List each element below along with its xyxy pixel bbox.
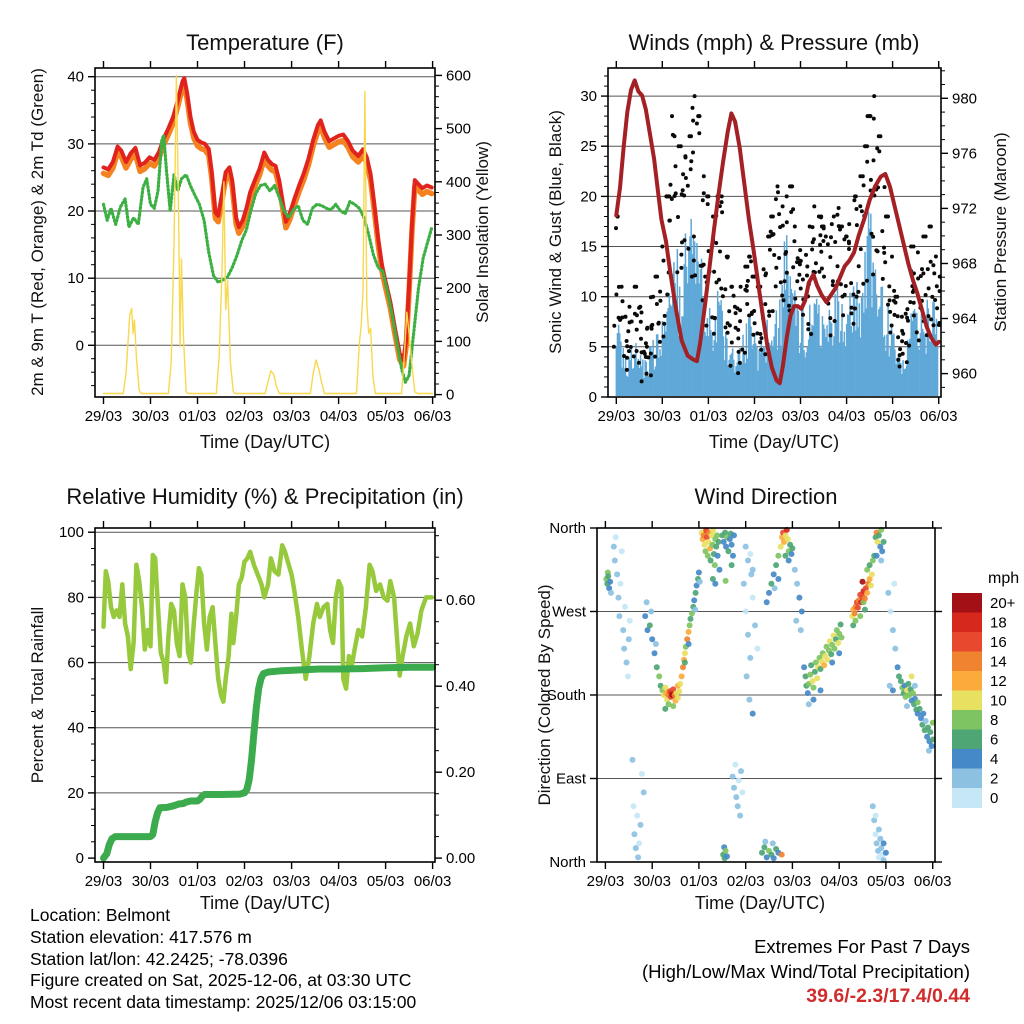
svg-text:01/03: 01/03 [178,408,217,425]
svg-text:16: 16 [990,633,1007,651]
winds-xlabel: Time (Day/UTC) [708,432,840,452]
svg-text:04/03: 04/03 [820,873,858,890]
svg-text:500: 500 [446,120,472,138]
svg-text:02/03: 02/03 [735,408,774,425]
extremes-values: 39.6/-2.3/17.4/0.44 [806,985,970,1007]
svg-text:03/03: 03/03 [781,408,820,425]
svg-text:02/03: 02/03 [225,873,264,890]
temperature-title: Temperature (F) [186,30,344,55]
temperature-plot [0,0,512,470]
svg-text:30/03: 30/03 [131,873,170,890]
svg-text:40: 40 [67,68,84,86]
svg-text:West: West [552,603,586,621]
svg-text:East: East [555,770,586,788]
svg-text:01/03: 01/03 [689,408,728,425]
svg-text:18: 18 [990,614,1007,632]
humidity-ylabel-left: Percent & Total Rainfall [28,606,47,784]
svg-text:South: South [546,687,586,704]
svg-text:960: 960 [952,365,978,383]
svg-text:0: 0 [990,789,999,807]
svg-text:30/03: 30/03 [131,408,170,425]
svg-text:North: North [549,520,586,537]
pressure-ylabel-right: Station Pressure (Maroon) [991,132,1010,332]
svg-text:05/03: 05/03 [873,408,912,425]
svg-text:12: 12 [990,672,1007,690]
extremes-subtitle: (High/Low/Max Wind/Total Precipitation) [642,961,970,982]
svg-text:0: 0 [75,337,84,355]
svg-text:400: 400 [446,173,472,191]
svg-text:03/03: 03/03 [773,873,812,890]
svg-text:0.40: 0.40 [446,678,476,696]
svg-text:100: 100 [58,524,84,542]
svg-text:25: 25 [580,138,597,156]
svg-text:20: 20 [580,188,597,206]
svg-text:80: 80 [67,589,84,607]
humidity-xlabel: Time (Day/UTC) [199,893,331,913]
svg-text:29/03: 29/03 [84,408,123,425]
humidity-precip-plot [0,470,512,910]
svg-text:10: 10 [67,270,84,288]
extremes-title: Extremes For Past 7 Days [754,936,970,957]
svg-text:04/03: 04/03 [827,408,866,425]
svg-text:0: 0 [588,389,597,406]
station-info [30,905,416,1014]
most-recent-timestamp: Most recent data timestamp: 2025/12/06 03:15:00 [30,992,417,1013]
direction-ylabel-left: Direction (Colored By Speed) [535,584,554,806]
svg-text:06/03: 06/03 [913,873,952,890]
svg-text:14: 14 [990,653,1007,671]
svg-text:0.20: 0.20 [446,764,476,782]
svg-text:06/03: 06/03 [413,873,452,890]
winds-pressure-plot [512,0,1024,470]
figure-created: Figure created on Sat, 2025-12-06, at 03:30 UTC [30,970,412,991]
svg-text:North: North [549,854,586,871]
svg-text:968: 968 [952,255,978,273]
svg-text:05/03: 05/03 [366,873,405,890]
svg-text:02/03: 02/03 [726,873,765,890]
svg-text:6: 6 [990,731,999,749]
svg-text:30: 30 [580,88,597,106]
svg-text:20+: 20+ [990,594,1016,612]
winds-pressure-title: Winds (mph) & Pressure (mb) [628,30,920,55]
svg-text:980: 980 [952,90,978,108]
svg-text:15: 15 [580,238,597,256]
svg-text:03/03: 03/03 [272,873,311,890]
svg-text:01/03: 01/03 [680,873,718,890]
svg-text:06/03: 06/03 [413,408,452,425]
svg-text:02/03: 02/03 [225,408,264,425]
svg-text:0: 0 [75,850,84,868]
svg-text:04/03: 04/03 [319,873,358,890]
wind-direction-title: Wind Direction [694,484,838,509]
svg-text:0.00: 0.00 [446,850,476,868]
svg-text:8: 8 [990,711,999,729]
svg-text:200: 200 [446,280,472,298]
station-location: Location: Belmont [30,905,171,925]
svg-text:01/03: 01/03 [178,873,217,890]
station-latlon: Station lat/lon: 42.2425; -78.0396 [30,948,288,969]
wind-ylabel-left: Sonic Wind & Gust (Blue, Black) [546,110,565,354]
svg-text:30/03: 30/03 [643,408,682,425]
svg-text:29/03: 29/03 [586,873,625,890]
svg-text:976: 976 [952,145,978,163]
svg-text:29/03: 29/03 [597,408,636,425]
wind-direction-plot [512,470,1024,910]
extremes-summary [642,934,970,1009]
svg-text:10: 10 [580,288,597,306]
svg-text:03/03: 03/03 [272,408,311,425]
svg-text:05/03: 05/03 [366,408,405,425]
svg-text:20: 20 [67,784,84,802]
svg-text:4: 4 [990,750,999,768]
svg-text:mph: mph [988,570,1020,587]
station-elevation: Station elevation: 417.576 m [30,926,252,947]
svg-text:0.60: 0.60 [446,592,476,610]
svg-text:300: 300 [446,227,472,244]
temperature-xlabel: Time (Day/UTC) [199,432,331,452]
svg-text:964: 964 [952,310,978,328]
svg-text:30: 30 [67,135,84,153]
svg-text:5: 5 [588,338,597,356]
svg-text:2: 2 [990,770,999,788]
svg-text:30/03: 30/03 [633,873,671,890]
svg-text:20: 20 [67,203,84,220]
svg-text:600: 600 [446,67,472,85]
direction-xlabel: Time (Day/UTC) [694,893,826,913]
temperature-ylabel-right: Solar Insolation (Yellow) [473,141,492,323]
svg-text:06/03: 06/03 [919,408,958,425]
svg-text:10: 10 [990,692,1007,710]
svg-text:60: 60 [67,654,84,672]
svg-text:29/03: 29/03 [84,873,123,890]
svg-text:100: 100 [446,333,472,351]
temperature-ylabel-left: 2m & 9m T (Red, Orange) & 2m Td (Green) [28,68,47,396]
svg-text:0: 0 [446,386,455,404]
svg-text:972: 972 [952,200,978,218]
svg-text:05/03: 05/03 [867,873,905,890]
svg-text:04/03: 04/03 [319,408,358,425]
svg-text:40: 40 [67,719,84,737]
humidity-precip-title: Relative Humidity (%) & Precipitation (in) [66,484,464,509]
